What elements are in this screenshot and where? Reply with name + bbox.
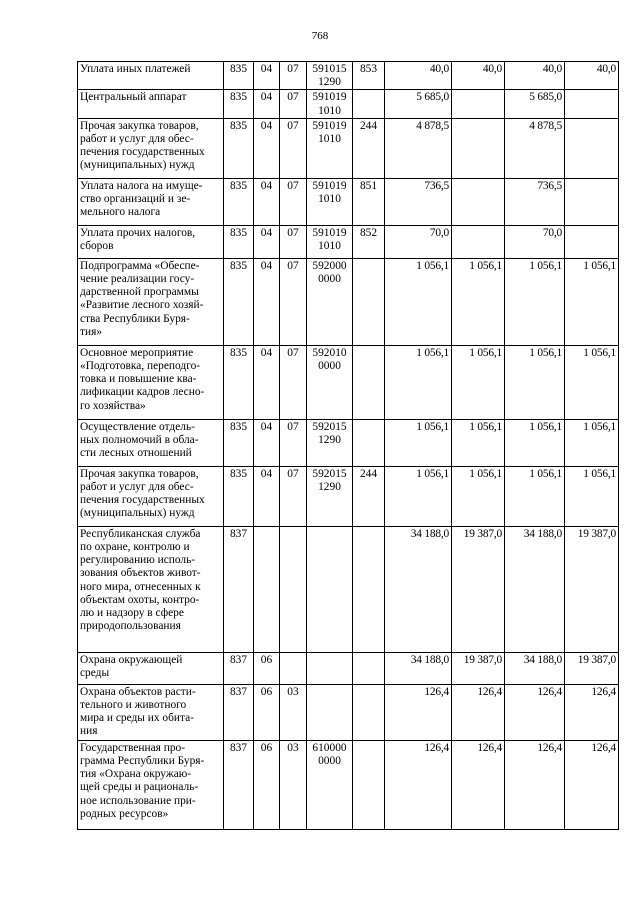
section-code: 04 <box>254 466 280 526</box>
amount-3: 34 188,0 <box>505 526 565 652</box>
amount-1: 4 878,5 <box>385 118 452 178</box>
target-article-code: 591019 1010 <box>307 225 353 258</box>
target-article-code: 592015 1290 <box>307 419 353 466</box>
target-article-code: 591015 1290 <box>307 62 353 90</box>
amount-3: 1 056,1 <box>505 345 565 419</box>
row-name: Основное мероприятие «Подготовка, переподго- товка и повышение ква- лификации кадров лесно- го хозяйства» <box>78 345 224 419</box>
table-row <box>78 258 619 345</box>
amount-1: 70,0 <box>385 225 452 258</box>
section-code: 04 <box>254 118 280 178</box>
subsection-code: 07 <box>280 90 307 118</box>
target-article-code: 591019 1010 <box>307 178 353 225</box>
expense-type-code: 244 <box>353 118 385 178</box>
ministry-code: 837 <box>224 740 254 829</box>
amount-3: 40,0 <box>505 62 565 90</box>
section-code: 04 <box>254 62 280 90</box>
page-number: 768 <box>311 30 329 42</box>
amount-4: 126,4 <box>565 684 619 740</box>
subsection-code: 07 <box>280 466 307 526</box>
subsection-code <box>280 652 307 684</box>
expense-type-code: 853 <box>353 62 385 90</box>
amount-3: 126,4 <box>505 684 565 740</box>
section-code: 04 <box>254 225 280 258</box>
target-article-code: 592000 0000 <box>307 258 353 345</box>
target-article-code <box>307 684 353 740</box>
subsection-code: 07 <box>280 118 307 178</box>
amount-1: 34 188,0 <box>385 526 452 652</box>
section-code: 04 <box>254 90 280 118</box>
target-article-code: 610000 0000 <box>307 740 353 829</box>
row-name: Охрана окружающей среды <box>78 652 224 684</box>
table-body <box>78 62 619 830</box>
ministry-code: 835 <box>224 345 254 419</box>
amount-4: 1 056,1 <box>565 466 619 526</box>
table-row <box>78 652 619 684</box>
target-article-code: 592015 1290 <box>307 466 353 526</box>
ministry-code: 837 <box>224 652 254 684</box>
section-code: 04 <box>254 258 280 345</box>
subsection-code: 03 <box>280 684 307 740</box>
table-row <box>78 225 619 258</box>
amount-4 <box>565 90 619 118</box>
section-code: 06 <box>254 652 280 684</box>
amount-1: 1 056,1 <box>385 258 452 345</box>
amount-3: 1 056,1 <box>505 466 565 526</box>
amount-3: 126,4 <box>505 740 565 829</box>
amount-1: 1 056,1 <box>385 419 452 466</box>
amount-1: 40,0 <box>385 62 452 90</box>
budget-table <box>77 61 619 830</box>
ministry-code: 835 <box>224 258 254 345</box>
amount-2 <box>452 178 505 225</box>
amount-1: 126,4 <box>385 740 452 829</box>
ministry-code: 837 <box>224 684 254 740</box>
row-name: Уплата иных платежей <box>78 62 224 90</box>
ministry-code: 835 <box>224 118 254 178</box>
amount-2 <box>452 90 505 118</box>
amount-2: 126,4 <box>452 684 505 740</box>
section-code: 04 <box>254 178 280 225</box>
amount-1: 34 188,0 <box>385 652 452 684</box>
row-name: Государственная про- грамма Республики Буря- тия «Охрана окружаю- щей среды и рациональ- ное использование при- родных ресурсов» <box>78 740 224 829</box>
amount-3: 34 188,0 <box>505 652 565 684</box>
amount-1: 736,5 <box>385 178 452 225</box>
section-code <box>254 526 280 652</box>
expense-type-code: 851 <box>353 178 385 225</box>
section-code: 06 <box>254 740 280 829</box>
amount-3: 1 056,1 <box>505 419 565 466</box>
amount-4: 1 056,1 <box>565 345 619 419</box>
amount-4: 1 056,1 <box>565 258 619 345</box>
ministry-code: 835 <box>224 466 254 526</box>
subsection-code: 07 <box>280 225 307 258</box>
target-article-code: 592010 0000 <box>307 345 353 419</box>
row-name: Подпрограмма «Обеспе- чение реализации госу- дарственной программы «Развитие лесного хозяй- ства Республики Буря- тия» <box>78 258 224 345</box>
table-row <box>78 684 619 740</box>
expense-type-code <box>353 258 385 345</box>
table-row <box>78 62 619 90</box>
amount-2: 1 056,1 <box>452 345 505 419</box>
expense-type-code: 244 <box>353 466 385 526</box>
ministry-code: 835 <box>224 225 254 258</box>
subsection-code: 07 <box>280 258 307 345</box>
ministry-code: 835 <box>224 178 254 225</box>
expense-type-code <box>353 345 385 419</box>
amount-2: 126,4 <box>452 740 505 829</box>
subsection-code: 07 <box>280 178 307 225</box>
amount-1: 5 685,0 <box>385 90 452 118</box>
amount-3: 5 685,0 <box>505 90 565 118</box>
expense-type-code <box>353 526 385 652</box>
section-code: 04 <box>254 345 280 419</box>
row-name: Осуществление отдель- ных полномочий в обла- сти лесных отношений <box>78 419 224 466</box>
table-row <box>78 178 619 225</box>
amount-2: 1 056,1 <box>452 419 505 466</box>
table-row <box>78 740 619 829</box>
section-code: 04 <box>254 419 280 466</box>
amount-2: 19 387,0 <box>452 526 505 652</box>
table-row <box>78 526 619 652</box>
amount-3: 736,5 <box>505 178 565 225</box>
table-row <box>78 345 619 419</box>
amount-1: 1 056,1 <box>385 345 452 419</box>
section-code: 06 <box>254 684 280 740</box>
amount-3: 70,0 <box>505 225 565 258</box>
subsection-code: 07 <box>280 62 307 90</box>
target-article-code <box>307 526 353 652</box>
expense-type-code <box>353 419 385 466</box>
row-name: Центральный аппарат <box>78 90 224 118</box>
expense-type-code <box>353 90 385 118</box>
amount-4: 126,4 <box>565 740 619 829</box>
subsection-code <box>280 526 307 652</box>
amount-2 <box>452 225 505 258</box>
amount-4: 40,0 <box>565 62 619 90</box>
row-name: Уплата прочих налогов, сборов <box>78 225 224 258</box>
table-row <box>78 419 619 466</box>
target-article-code: 591019 1010 <box>307 118 353 178</box>
row-name: Прочая закупка товаров, работ и услуг для обес- печения государственных (муниципальных) нужд <box>78 118 224 178</box>
amount-2: 1 056,1 <box>452 466 505 526</box>
ministry-code: 837 <box>224 526 254 652</box>
target-article-code <box>307 652 353 684</box>
subsection-code: 03 <box>280 740 307 829</box>
table-row <box>78 118 619 178</box>
amount-3: 4 878,5 <box>505 118 565 178</box>
row-name: Республиканская служба по охране, контролю и регулированию исполь- зования объектов живот- ного мира, отнесенных к объектам охоты, контро- лю и надзору в сфере природопользования <box>78 526 224 652</box>
table-row <box>78 466 619 526</box>
amount-4: 19 387,0 <box>565 526 619 652</box>
row-name: Уплата налога на имуще- ство организаций и зе- мельного налога <box>78 178 224 225</box>
expense-type-code <box>353 652 385 684</box>
amount-1: 126,4 <box>385 684 452 740</box>
amount-1: 1 056,1 <box>385 466 452 526</box>
expense-type-code <box>353 684 385 740</box>
amount-4 <box>565 178 619 225</box>
ministry-code: 835 <box>224 62 254 90</box>
amount-4: 19 387,0 <box>565 652 619 684</box>
expense-type-code: 852 <box>353 225 385 258</box>
amount-2 <box>452 118 505 178</box>
subsection-code: 07 <box>280 419 307 466</box>
amount-4 <box>565 118 619 178</box>
target-article-code: 591019 1010 <box>307 90 353 118</box>
row-name: Прочая закупка товаров, работ и услуг для обес- печения государственных (муниципальных) нужд <box>78 466 224 526</box>
ministry-code: 835 <box>224 90 254 118</box>
amount-2: 19 387,0 <box>452 652 505 684</box>
amount-4: 1 056,1 <box>565 419 619 466</box>
amount-2: 1 056,1 <box>452 258 505 345</box>
row-name: Охрана объектов расти- тельного и животного мира и среды их обита- ния <box>78 684 224 740</box>
amount-3: 1 056,1 <box>505 258 565 345</box>
amount-2: 40,0 <box>452 62 505 90</box>
subsection-code: 07 <box>280 345 307 419</box>
table-row <box>78 90 619 118</box>
amount-4 <box>565 225 619 258</box>
expense-type-code <box>353 740 385 829</box>
ministry-code: 835 <box>224 419 254 466</box>
